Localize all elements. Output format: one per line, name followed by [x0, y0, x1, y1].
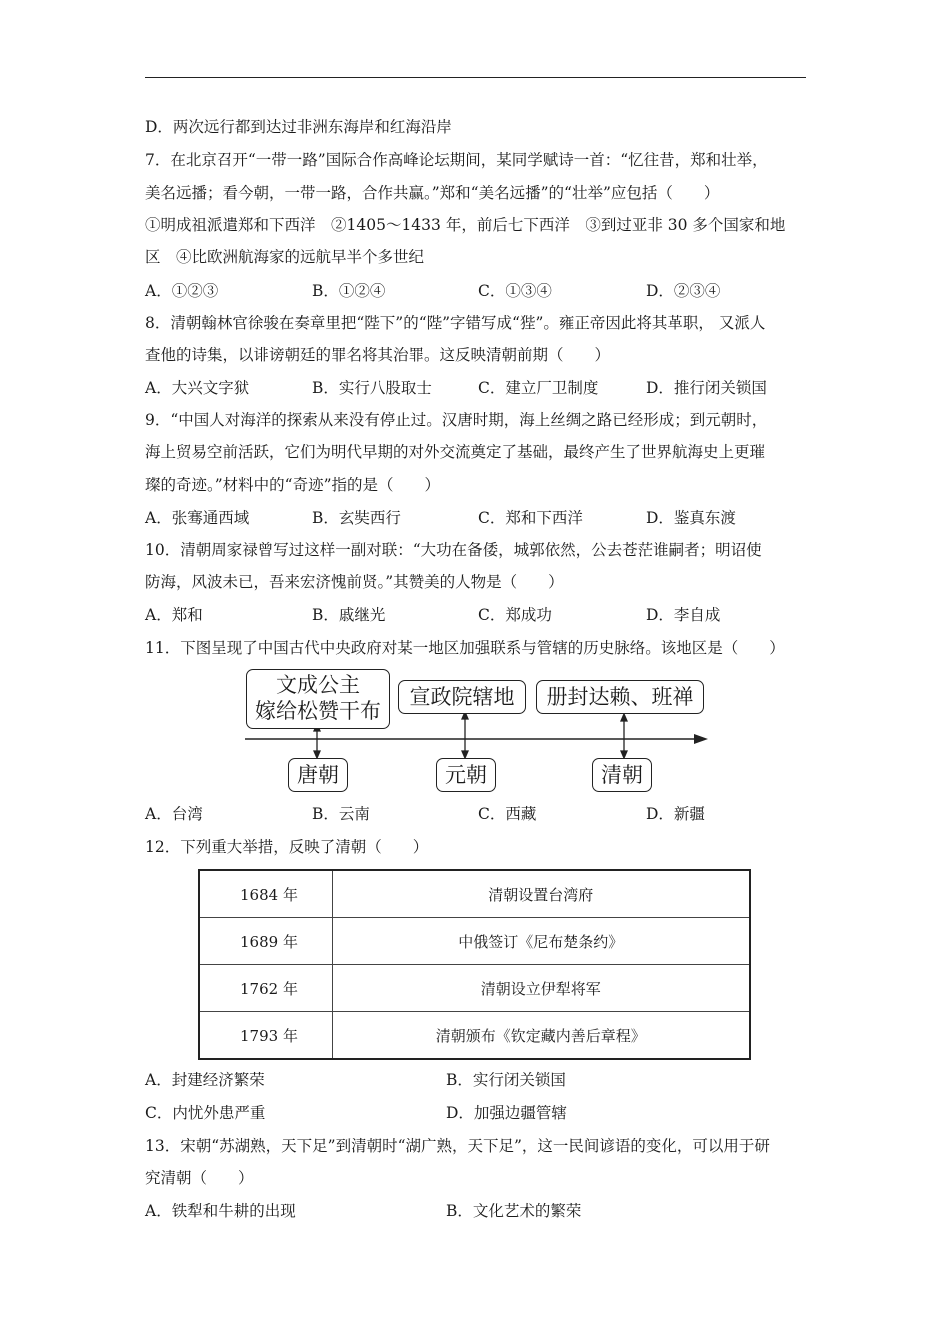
q7-stem-2: 美名远播；看今朝，一带一路，合作共赢。”郑和“美名远播”的“壮举”应包括（ ）: [145, 184, 720, 202]
q9-option-b: B．玄奘西行: [312, 509, 401, 527]
event-box-cefeng: 册封达赖、班禅: [536, 680, 704, 714]
q11-option-d: D．新疆: [646, 805, 705, 823]
connector-qing: [621, 714, 627, 758]
dynasty-box-tang: 唐朝: [288, 758, 348, 792]
q10-option-a: A．郑和: [145, 606, 203, 624]
table-event: 清朝设立伊犁将军: [332, 965, 750, 1012]
q7-items: ①明成祖派遣郑和下西洋 ②1405～1433 年，前后七下西洋 ③到过亚非 30 多个国家和地: [145, 216, 786, 234]
table-event: 清朝设置台湾府: [332, 870, 750, 918]
q7-stem: 7．在北京召开“一带一路”国际合作高峰论坛期间，某同学赋诗一首：“忆往昔，郑和壮举，: [145, 151, 768, 169]
q9-option-d: D．鉴真东渡: [646, 509, 736, 527]
table-row: [199, 918, 750, 965]
q13-option-b: B．文化艺术的繁荣: [446, 1202, 582, 1220]
event-line-2: 嫁给松赞干布: [255, 699, 381, 723]
event-box-xuanzhengyuan: 宣政院辖地: [398, 680, 526, 714]
table-row: [199, 870, 750, 918]
q12-option-b: B．实行闭关锁国: [446, 1071, 566, 1089]
q7-option-d: D．②③④: [646, 282, 721, 300]
q12-table: [198, 869, 751, 1060]
q9-stem-2: 海上贸易空前活跃，它们为明代早期的对外交流奠定了基础，最终产生了世界航海史上更璀: [145, 443, 766, 461]
table-year: 1793 年: [199, 1012, 332, 1060]
q8-stem-2: 查他的诗集，以诽谤朝廷的罪名将其治罪。这反映清朝前期（ ）: [145, 346, 611, 364]
q7-option-c: C．①③④: [478, 282, 552, 300]
header-rule: [145, 77, 806, 78]
q12-stem: 12．下列重大举措，反映了清朝（ ）: [145, 838, 429, 856]
q13-option-a: A．铁犁和牛耕的出现: [145, 1202, 296, 1220]
q13-stem-2: 究清朝（ ）: [145, 1169, 254, 1187]
q10-stem: 10．清朝周家禄曾写过这样一副对联：“大功在备倭，城郭依然，公去苍茫谁嗣者；明诏使: [145, 541, 762, 559]
table-row: [199, 1012, 750, 1060]
q13-stem: 13．宋朝“苏湖熟，天下足”到清朝时“湖广熟，天下足”，这一民间谚语的变化，可以用于研: [145, 1137, 770, 1155]
q10-option-b: B．戚继光: [312, 606, 386, 624]
q8-option-a: A．大兴文字狱: [145, 379, 250, 397]
q11-option-c: C．西藏: [478, 805, 537, 823]
dynasty-box-qing: 清朝: [592, 758, 652, 792]
q9-option-c: C．郑和下西洋: [478, 509, 583, 527]
event-line-1: 文成公主: [276, 673, 360, 697]
q9-stem-3: 璨的奇迹。”材料中的“奇迹”指的是（ ）: [145, 476, 441, 494]
table-year: 1762 年: [199, 965, 332, 1012]
q11-option-b: B．云南: [312, 805, 370, 823]
table-year: 1689 年: [199, 918, 332, 965]
q7-option-b: B．①②④: [312, 282, 386, 300]
table-year: 1684 年: [199, 870, 332, 918]
q11-stem: 11．下图呈现了中国古代中央政府对某一地区加强联系与管辖的历史脉络。该地区是（ ）: [145, 639, 785, 657]
q8-option-c: C．建立厂卫制度: [478, 379, 599, 397]
q10-option-d: D．李自成: [646, 606, 721, 624]
q12-option-c: C．内忧外患严重: [145, 1104, 266, 1122]
q10-stem-2: 防海，风波未已，吾来宏济愧前贤。”其赞美的人物是（ ）: [145, 573, 564, 591]
q6-option-d: D．两次远行都到达过非洲东海岸和红海沿岸: [145, 118, 452, 136]
table-event: 中俄签订《尼布楚条约》: [332, 918, 750, 965]
connector-tang: [314, 724, 320, 758]
table-event: 清朝颁布《钦定藏内善后章程》: [332, 1012, 750, 1060]
q12-option-d: D．加强边疆管辖: [446, 1104, 567, 1122]
table-row: [199, 965, 750, 1012]
q9-stem: 9．“中国人对海洋的探索从来没有停止过。汉唐时期，海上丝绸之路已经形成；到元朝时，: [145, 411, 768, 429]
q12-option-a: A．封建经济繁荣: [145, 1071, 265, 1089]
q10-option-c: C．郑成功: [478, 606, 552, 624]
connector-yuan: [462, 712, 468, 758]
q11-option-a: A．台湾: [145, 805, 203, 823]
dynasty-box-yuan: 元朝: [436, 758, 496, 792]
q7-option-a: A．①②③: [145, 282, 219, 300]
q9-option-a: A．张骞通西域: [145, 509, 250, 527]
timeline-arrowhead: [694, 734, 708, 744]
q8-stem: 8．清朝翰林官徐骏在奏章里把“陛下”的“陛”字错写成“狴”。雍正帝因此将其革职， 又派人: [145, 314, 766, 332]
event-box-wencheng: [246, 669, 390, 729]
q8-option-d: D．推行闭关锁国: [646, 379, 767, 397]
q8-option-b: B．实行八股取士: [312, 379, 432, 397]
q7-items-2: 区 ④比欧洲航海家的远航早半个多世纪: [145, 248, 425, 266]
